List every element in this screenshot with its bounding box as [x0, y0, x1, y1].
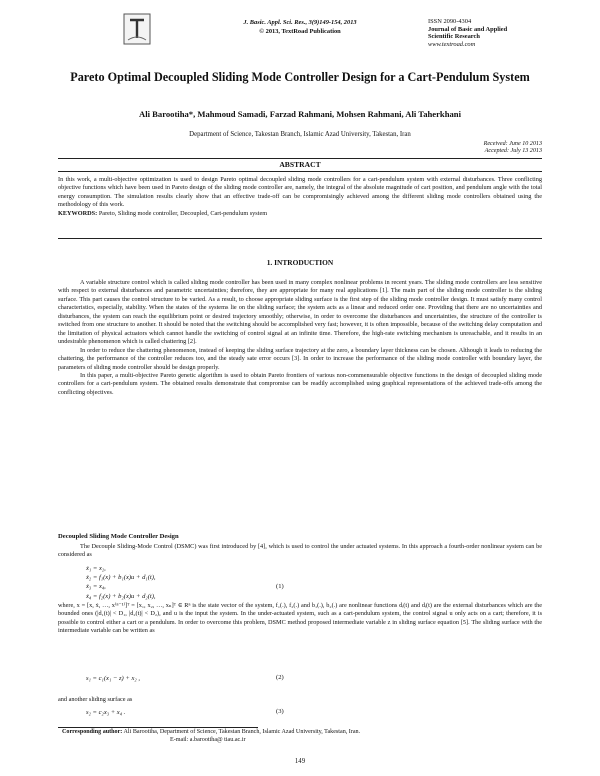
- publisher-logo: [122, 12, 152, 46]
- accepted-date: Accepted: July 13 2013: [484, 148, 542, 155]
- keywords-line: [58, 210, 542, 218]
- dsmc-paragraph-3: and another sliding surface as: [58, 696, 133, 703]
- journal-name-line-1: Journal of Basic and Applied: [428, 25, 508, 33]
- intro-paragraph-3: In this paper, a multi-objective Pareto genetic algorithm is used to obtain Pareto frontiers of various non-commensurable objective functions in the design of decoupled sliding mode controllers for a cart-pendulum system. The obtained results demonstrate that compromise can be readily accomplished using graphical representations of the achieved trade-offs among the conflicting objectives.: [58, 371, 542, 396]
- abstract-bottom-rule: [58, 238, 542, 239]
- abstract-heading: ABSTRACT: [279, 160, 321, 169]
- journal-header-right: [428, 18, 538, 48]
- abstract-body: [58, 176, 542, 218]
- author-list: Ali Barootiha*, Mahmoud Samadi, Farzad Rahmani, Mohsen Rahmani, Ali Taherkhani: [139, 109, 461, 119]
- corresponding-author-footnote: [62, 729, 542, 744]
- equation-2-number: (2): [276, 674, 284, 681]
- intro-paragraph-1: A variable structure control which is called sliding mode controller has been used in many complex nonlinear problems in recent years. The sliding mode controllers are less sensitive with respect to external disturbances and parametric uncertainties; therefore, they are appropriate for many real applications [1]. The main part of the sliding mode controller is the sliding surface. This part causes the control structure to be varied. As a result, to choose appropriate sliding surface is the first step of the sliding mode controller design. It must satisfy many control characteristics, especially, stability. When the states of the systems lie on the sliding surface; the system acts as a linear and reduced order one. Providing that there are no uncertainties and disturbances, the system can reach the equilibrium point or desired trajectory smoothly; otherwise, in order to overcome the disturbances and uncertainties, the structure of the controller is switched from one structure to another. It should be noted that the switching should be accomplished very fast; however, it is often impossible, because of the switching delay computation and the limitation of physical actuators which cannot handle the switching of control signal at an infinite time. Therefore, the high-rate switching mechanism is unreachable, and it results in an undesirable phenomenon which is called chattering [2].: [58, 279, 542, 346]
- footnote-email[interactable]: E-mail: a.barootiha@ tiau.ac.ir: [170, 736, 246, 743]
- equation-1-number: (1): [276, 583, 284, 590]
- equation-2: s₁ = c₁(x₁ − z) + x₂ ,: [86, 675, 141, 682]
- intro-paragraph-2: In order to reduce the chattering phenomenon, instead of keeping the sliding surface trajectory at the zero, a boundary layer thickness can be chosen. Although it leads to reducing the chattering, the performance of the controller reduces too, and the steady sate error occurs [3]. In order to increase the performance of the sliding mode controller with boundary layer, the parameters of sliding mode controller should be design properly.: [58, 346, 542, 371]
- received-date: Received: June 10 2013: [483, 141, 542, 147]
- equation-1-line: ẋ₃ = x₄,: [86, 583, 106, 591]
- keywords-text: Pareto, Sliding mode controller, Decoupled, Cart-pendulum system: [98, 209, 268, 217]
- abstract-text: In this work, a multi-objective optimization is used to design Pareto optimal decoupled sliding mode controllers for a cart-pendulum system with external disturbances. Three conflicting objective functions which have been used in Pareto design of the sliding mode controller are, namely, the integral of the absolute magnitude of cart position, and pendulum angle with the total energy consumption. The simulation results clearly show that an effective trade-off can be compromisingly achieved among the different sliding mode controllers obtained using the methodology of this work.: [58, 176, 542, 209]
- equation-1: [86, 564, 306, 601]
- footnote-line: [62, 729, 542, 737]
- issn: ISSN 2090-4304: [428, 18, 472, 25]
- paper-title: Pareto Optimal Decoupled Sliding Mode Controller Design for a Cart-Pendulum System: [70, 70, 530, 84]
- footnote-text: Ali Barootiha, Department of Science, Takestan Branch, Islamic Azad University, Takestan, Iran.: [123, 729, 361, 735]
- abstract-heading-rule: [58, 171, 542, 172]
- dsmc-heading: Decoupled Sliding Mode Controller Design: [58, 533, 179, 540]
- equation-3: s₂ = c₂x₃ + x₄ .: [86, 709, 126, 716]
- equation-1-line: ẋ₂ = f₁(x) + b₁(x)u + d₁(t),: [86, 574, 156, 582]
- footnote-rule: [58, 727, 258, 728]
- dsmc-intro: [58, 543, 542, 560]
- footnote-label: Corresponding author:: [62, 729, 123, 735]
- journal-name-line-2: Scientific Research: [428, 33, 480, 41]
- introduction-body: [58, 279, 542, 397]
- equation-3-number: (3): [276, 708, 284, 715]
- dsmc-paragraph-1: The Decouple Sliding-Mode Control (DSMC) was first introduced by [4], which is used to control the under actuated systems. In this approach a fourth-order nonlinear system can be considered as: [58, 543, 542, 559]
- journal-website[interactable]: www.textroad.com: [428, 40, 476, 48]
- dsmc-paragraph-2-block: [58, 602, 542, 636]
- journal-header-center: [200, 18, 400, 36]
- keywords-label: KEYWORDS:: [58, 209, 98, 217]
- page-number: 149: [294, 758, 306, 765]
- journal-citation: J. Basic. Appl. Sci. Res., 3(9)149-154, 2013: [243, 19, 357, 26]
- affiliation: Department of Science, Takestan Branch, Islamic Azad University, Takestan, Iran: [189, 131, 411, 138]
- dsmc-paragraph-2: where, x = [x, ẋ, …, x⁽ⁿ⁻¹⁾]ᵀ = [x₁, x₂, …, xₙ]ᵀ ∈ Rⁿ is the state vector of the system, f₁(.), f₂(.) and b₁(.), b₂(.) are nonlinear functions dᵢ(t) and dᵢ(t) are the external disturbances which are the bounded ones (|d₁(t)| < D₁, |d₂(t)| < D₂), and u is the input the system. In the under-actuated system, such as a cart-pendulum system, the control signal u only acts on a cart; therefore, it is possible to control either a cart or a pendulum. In order to overcome this problem, DSMC method proposed intermediate variable z in sliding surface equation [5]. The sliding surface with the intermediate variable can be written as: [58, 602, 542, 635]
- equation-1-line: ẋ₄ = f₂(x) + b₂(x)u + d₂(t),: [86, 592, 156, 600]
- copyright-line: © 2013, TextRoad Publication: [259, 28, 341, 35]
- abstract-top-rule: [58, 158, 542, 159]
- introduction-heading: 1. INTRODUCTION: [266, 258, 334, 267]
- submission-dates: [380, 141, 542, 156]
- equation-1-line: ẋ₁ = x₂,: [86, 565, 106, 572]
